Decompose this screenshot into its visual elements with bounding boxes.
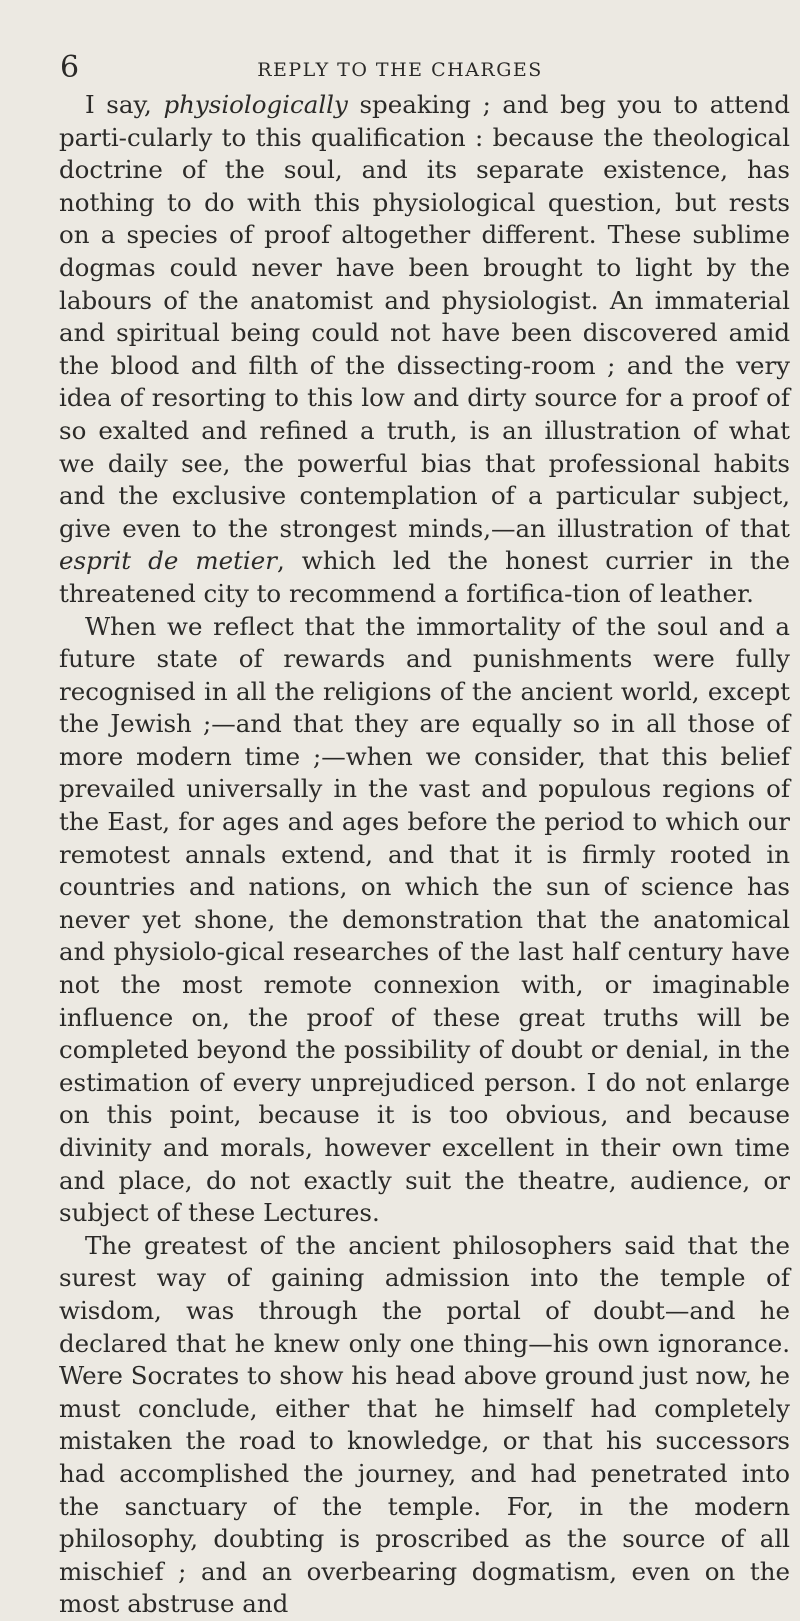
paragraph-2 — [59, 611, 790, 1230]
page-header — [0, 50, 800, 90]
paragraph-1-emphasis-physiologically: physiologically — [163, 90, 348, 119]
paragraph-1-emphasis-esprit: esprit de metier — [59, 546, 277, 576]
paragraph-1-text-c: , which led the honest currier in the threatened city to recommend a fortifica-tion of leather. — [59, 546, 791, 608]
body-text — [59, 89, 790, 1621]
paragraph-1-text-b: speaking ; and beg you to attend parti-cularly to this qualification : because the theological doctrine of the soul, and its separate existence, has nothing to do with this physiological question, but rests on a species of proof altogether different. These sublime dogmas could never have been brought to light by the labours of the anatomist and physiologist. An immaterial and spiritual being could not have been discovered amid the blood and filth of the dissecting-room ; and the very idea of resorting to this low and dirty source for a proof of so exalted and refined a truth, is an illustration of what we daily see, the powerful bias that professional habits and the exclusive contemplation of a particular subject, give even to the strongest minds,—an illustration of that — [59, 90, 790, 543]
page-number: 6 — [60, 50, 80, 85]
paragraph-1-text-a: I say, — [85, 90, 164, 119]
paragraph-2-text: When we reflect that the immortality of the soul and a future state of rewards and punishments were fully recognised in all the religions of the ancient world, except the Jewish ;—and that they are equally so in all those of more modern time ;—when we consider, that this belief prevailed universally in the vast and populous regions of the East, for ages and ages before the period to which our remotest annals extend, and that it is firmly rooted in countries and nations, on which the sun of science has never yet shone, the demonstration that the anatomical and physiolo-gical researches of the last half century have not the most remote connexion with, or imaginable influence on, the proof of these great truths will be completed beyond the possibility of doubt or denial, in the estimation of every unprejudiced person. I do not enlarge on this point, because it is too obvious, and because divinity and morals, however excellent in their own time and place, do not exactly suit the theatre, audience, or subject of these Lectures. — [59, 611, 790, 1228]
paragraph-3-text: The greatest of the ancient philosophers said that the surest way of gaining admission into the temple of wisdom, was through the portal of doubt—and he declared that he knew only one thing—his own ignorance. Were Socrates to show his head above ground just now, he must conclude, either that he himself had completely mistaken the road to knowledge, or that his successors had accomplished the journey, and had penetrated into the sanctuary of the temple. For, in the modern philosophy, doubting is proscribed as the source of all mischief ; and an overbearing dogmatism, even on the most abstruse and — [59, 1230, 790, 1619]
running-head: REPLY TO THE CHARGES — [257, 59, 543, 81]
paragraph-3 — [59, 1230, 790, 1621]
paragraph-1 — [59, 89, 790, 611]
